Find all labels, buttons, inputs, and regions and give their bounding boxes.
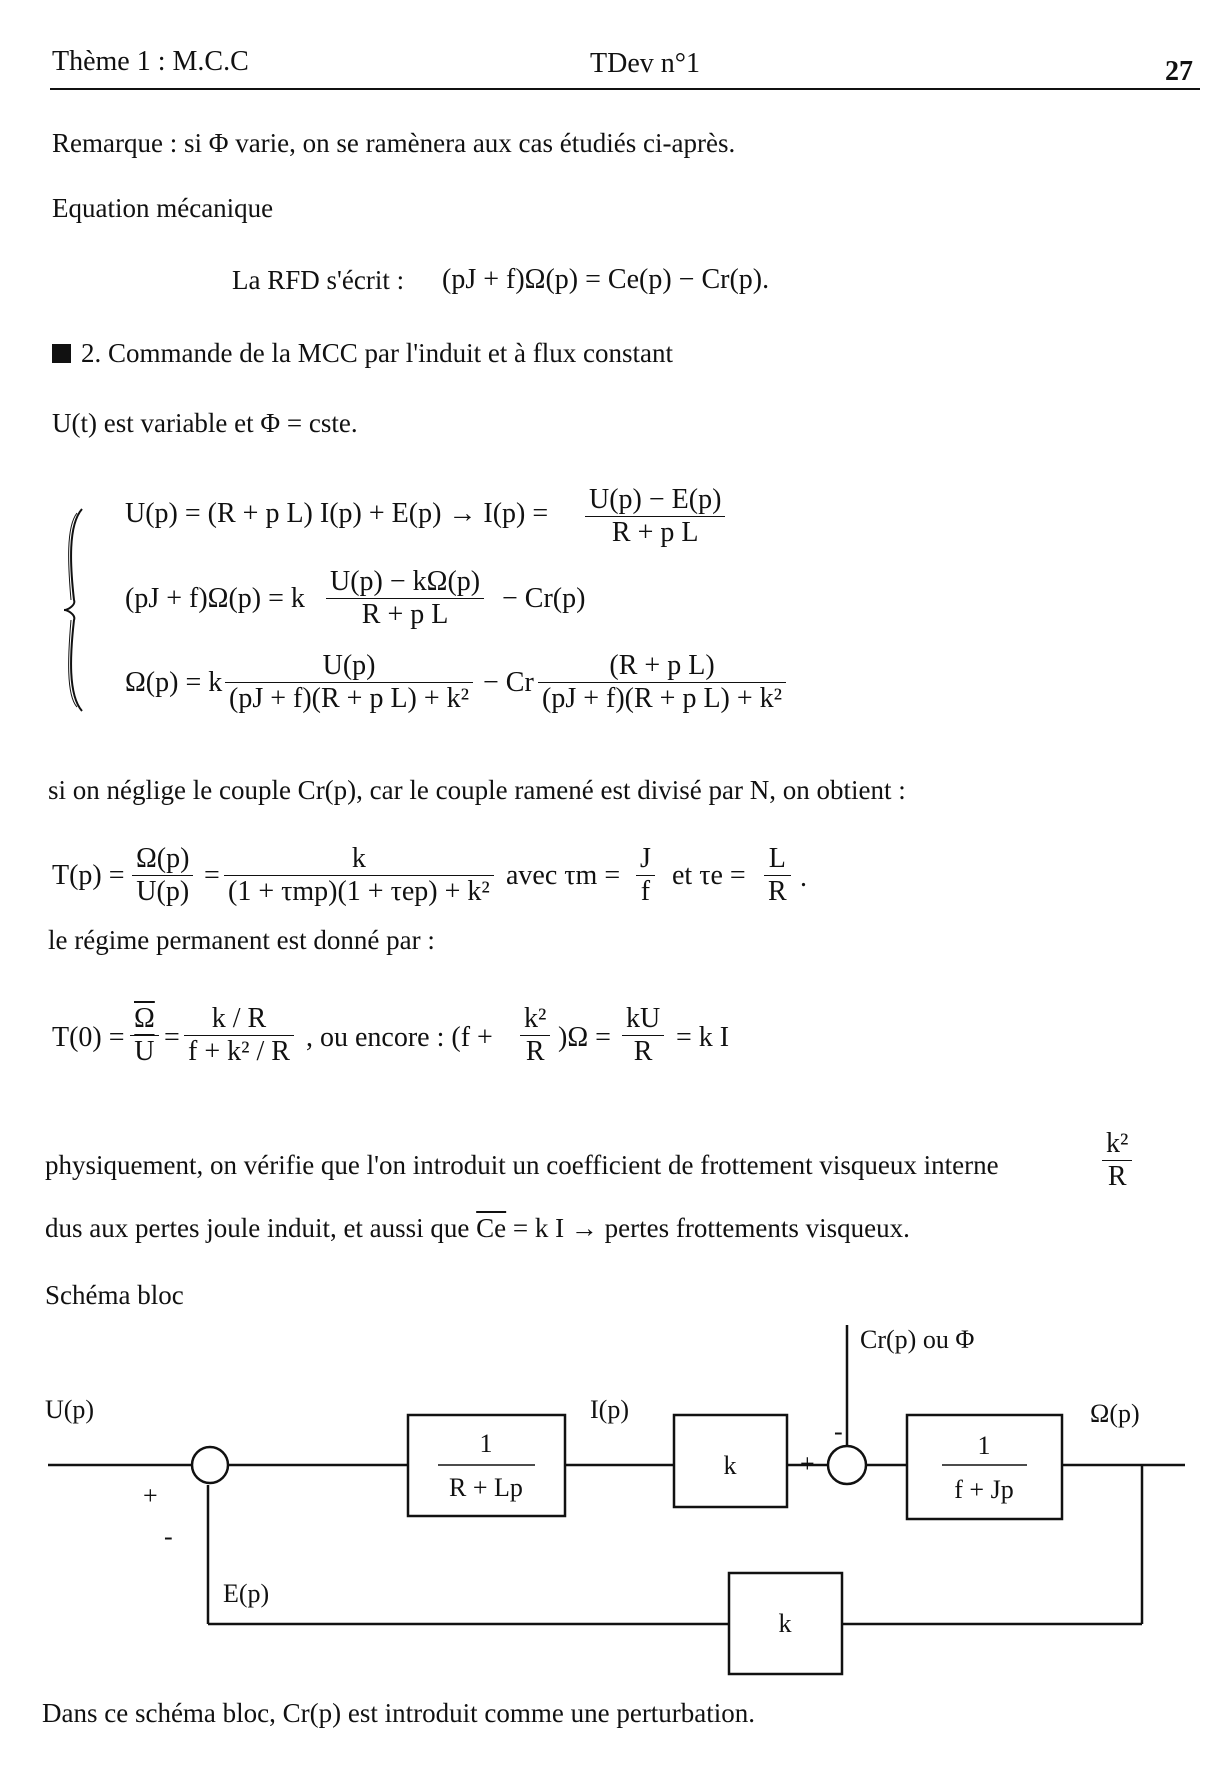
header-theme: Thème 1 : M.C.C <box>52 46 249 77</box>
tf-f1-num: Ω(p) <box>136 843 190 874</box>
t0-f4-num: kU <box>626 1003 661 1034</box>
t0-f4-den: R <box>633 1036 653 1067</box>
header-tdev: TDev n°1 <box>590 48 700 79</box>
t0-end: = k I <box>676 1022 730 1053</box>
phys-den: R <box>1107 1161 1127 1192</box>
eq2-numerator: U(p) − kΩ(p) <box>330 566 481 597</box>
signal-e: E(p) <box>223 1579 270 1608</box>
sign-plus-1: + <box>143 1481 158 1510</box>
eq3-denominator-1: (pJ + f)(R + p L) + k² <box>229 683 470 714</box>
sign-minus-2: - <box>834 1417 843 1446</box>
t0-f3-den: R <box>525 1036 545 1067</box>
page-number: 27 <box>1165 56 1193 87</box>
signal-cr: Cr(p) ou Φ <box>860 1325 975 1354</box>
eq3-denominator-2: (pJ + f)(R + p L) + k² <box>542 683 783 714</box>
eq2-denominator: R + p L <box>361 599 449 630</box>
eq3-numerator-1: U(p) <box>322 650 376 681</box>
summing-junction-2 <box>828 1446 866 1484</box>
t0-lhs: T(0) = <box>52 1022 125 1053</box>
phys-num: k² <box>1106 1128 1129 1159</box>
tf-f2-den: (1 + τmp)(1 + τep) + k² <box>228 876 490 907</box>
sign-plus-2: + <box>800 1449 815 1478</box>
eq2-rhs: − Cr(p) <box>502 583 586 614</box>
tf-avec: avec τm = <box>506 860 621 891</box>
block-mech-num: 1 <box>977 1431 991 1460</box>
phys-line-2: dus aux pertes joule induit, et aussi que $\overline{Ce} = k$ I → pertes frottements visqueux. <box>45 1213 910 1243</box>
sign-minus-1: - <box>164 1522 173 1551</box>
tf-f2-num: k <box>351 843 366 874</box>
phys-line-1: physiquement, on vérifie que l'on introduit un coefficient de frottement visqueux interne <box>45 1150 999 1180</box>
t0-f1-den: U <box>134 1036 155 1067</box>
signal-u: U(p) <box>45 1395 95 1424</box>
block-k-forward-label: k <box>723 1451 737 1480</box>
eq1-lhs: U(p) = (R + p L) I(p) + E(p) → I(p) = <box>125 498 549 529</box>
eq3-numerator-2: (R + p L) <box>609 650 715 681</box>
tf-f3-den: f <box>640 876 651 907</box>
equation-mecanique-title: Equation mécanique <box>52 193 274 223</box>
eq1-numerator: U(p) − E(p) <box>589 484 722 515</box>
tf-eq: = <box>204 860 220 891</box>
schema-title: Schéma bloc <box>45 1280 184 1310</box>
rfd-intro: La RFD s'écrit : <box>232 265 405 295</box>
block-armature-den: R + Lp <box>449 1473 523 1502</box>
t0-f3-num: k² <box>524 1003 547 1034</box>
tf-f4-num: L <box>768 843 786 874</box>
block-k-feedback-label: k <box>778 1609 792 1638</box>
tf-f3-num: J <box>640 843 651 874</box>
block-armature-num: 1 <box>479 1429 493 1458</box>
signal-i: I(p) <box>590 1395 629 1424</box>
eq1-denominator: R + p L <box>611 517 699 548</box>
remarque-text: Remarque : si Φ varie, on se ramènera aux cas étudiés ci-après. <box>52 128 736 158</box>
tf-lhs: T(p) = <box>52 860 125 891</box>
t0-eq: = <box>164 1022 180 1053</box>
variable-line: U(t) est variable et Φ = cste. <box>52 408 358 438</box>
signal-omega: Ω(p) <box>1090 1399 1140 1428</box>
eq2-lhs: (pJ + f)Ω(p) = k <box>125 583 305 614</box>
t0-f1-num: $\overline{\Omega}$ <box>134 1003 155 1034</box>
regime-text: le régime permanent est donné par : <box>48 925 435 955</box>
conclusion-text: Dans ce schéma bloc, Cr(p) est introduit comme une perturbation. <box>42 1698 756 1728</box>
tf-f4-den: R <box>768 876 787 907</box>
t0-mid: )Ω = <box>558 1022 611 1053</box>
tf-et: et τe = <box>672 860 746 891</box>
eq3-mid: − Cr <box>483 667 534 698</box>
rfd-equation: (pJ + f)Ω(p) = Ce(p) − Cr(p). <box>442 264 770 295</box>
t0-f2-num: k / R <box>211 1003 267 1034</box>
t0-ou: , ou encore : (f + <box>306 1022 493 1053</box>
eq3-lhs: Ω(p) = k <box>125 667 223 698</box>
summing-junction-1 <box>192 1447 228 1483</box>
tf-dot: . <box>800 862 807 893</box>
block-mech-den: f + Jp <box>954 1475 1014 1504</box>
ce-symbol: $\overline{Ce}$ <box>476 1213 507 1243</box>
tf-f1-den: U(p) <box>136 876 190 907</box>
neglige-text: si on néglige le couple Cr(p), car le couple ramené est divisé par N, on obtient : <box>48 775 906 805</box>
section-title: 2. Commande de la MCC par l'induit et à flux constant <box>52 338 673 369</box>
t0-f2-den: f + k² / R <box>188 1036 290 1067</box>
